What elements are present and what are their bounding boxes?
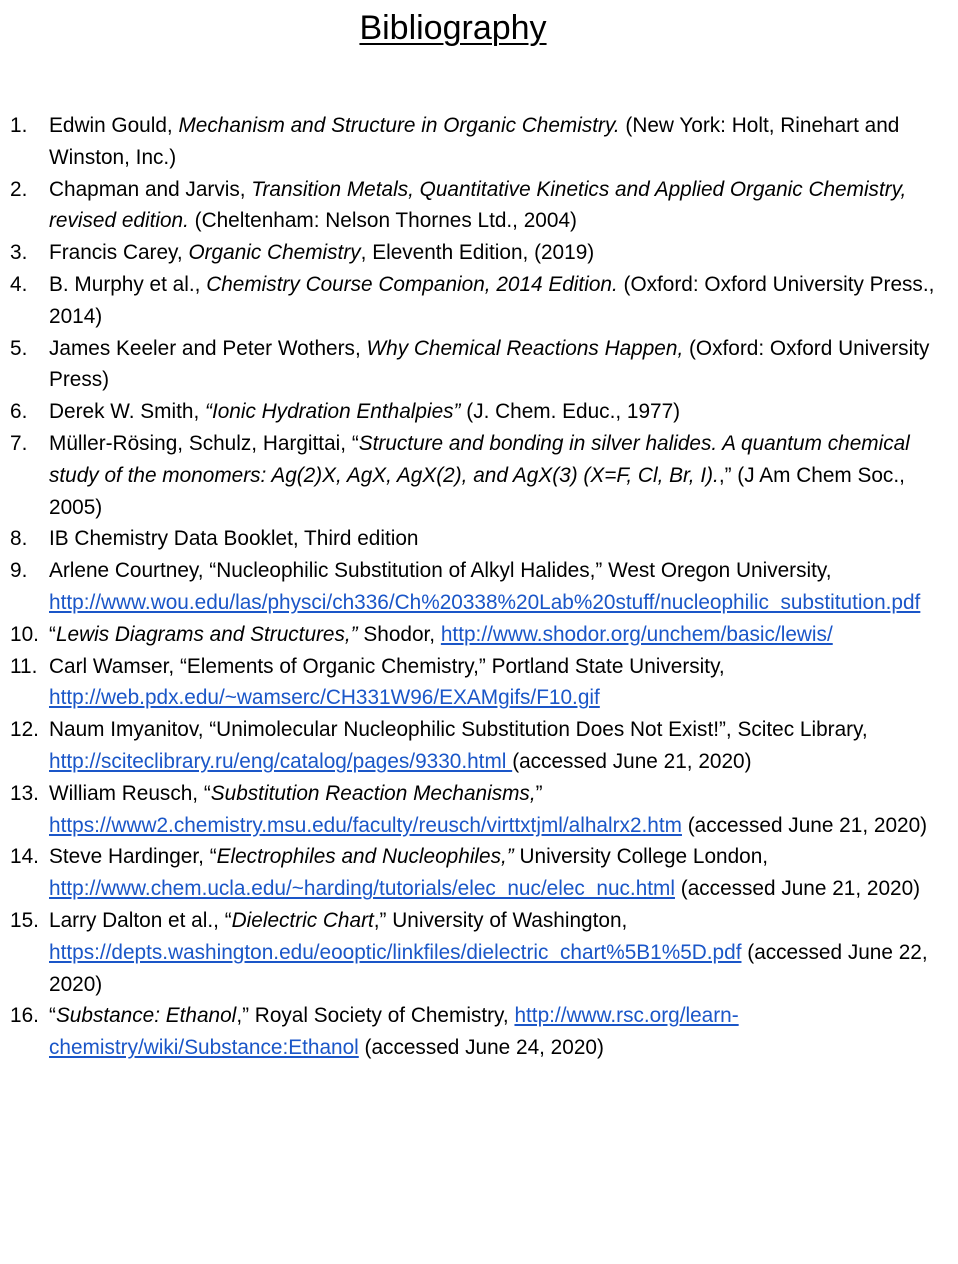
- reference-title: Organic Chemistry: [188, 241, 361, 265]
- reference-text: Shodor,: [357, 622, 441, 646]
- reference-item: [0, 841, 940, 905]
- reference-number: 3.: [10, 241, 28, 265]
- reference-item: [0, 619, 940, 651]
- reference-item: [0, 714, 940, 778]
- reference-text: ,” Royal Society of Chemistry,: [236, 1004, 515, 1028]
- reference-title: Lewis Diagrams and Structures,”: [55, 622, 358, 646]
- reference-number: 5.: [10, 336, 28, 360]
- reference-text: “: [49, 1004, 56, 1028]
- reference-text: Arlene Courtney, “Nucleophilic Substitution of Alkyl Halides,” West Oregon University,: [49, 559, 832, 583]
- reference-text: William Reusch, “: [49, 781, 211, 805]
- reference-item: [0, 555, 940, 619]
- reference-text: University College London,: [513, 845, 769, 869]
- reference-number: 6.: [10, 400, 28, 424]
- reference-title: Chemistry Course Companion, 2014 Edition.: [206, 272, 618, 296]
- reference-link[interactable]: http://sciteclibrary.ru/eng/catalog/pages/9330.html: [49, 749, 513, 773]
- reference-text: Carl Wamser, “Elements of Organic Chemistry,” Portland State University,: [49, 654, 725, 678]
- reference-number: 9.: [10, 559, 28, 583]
- reference-text: ,” (J Am Chem Soc., 2005): [49, 463, 905, 519]
- reference-text: ,” University of Washington,: [373, 908, 628, 932]
- reference-text: (Oxford: Oxford University Press., 2014): [49, 272, 935, 328]
- reference-link[interactable]: http://www.wou.edu/las/physci/ch336/Ch%20338%20Lab%20stuff/nucleophilic_substitution.pdf: [49, 590, 921, 614]
- reference-text: Naum Imyanitov, “Unimolecular Nucleophilic Substitution Does Not Exist!”, Scitec Library,: [49, 718, 868, 742]
- reference-text: Steve Hardinger, “: [49, 845, 217, 869]
- bibliography-list: [0, 110, 940, 1064]
- reference-title: Substance: Ethanol: [55, 1004, 237, 1028]
- reference-title: Transition Metals, Quantitative Kinetics and Applied Organic Chemistry, revised edition.: [49, 177, 907, 233]
- reference-title: Structure and bonding in silver halides. A quantum chemical study of the monomers: Ag(2)X, AgX, AgX(2), and AgX(3) (X=F, Cl, Br, I).: [49, 431, 910, 487]
- reference-number: 13.: [10, 781, 39, 805]
- reference-number: 7.: [10, 431, 28, 455]
- reference-text: , Eleventh Edition, (2019): [360, 241, 595, 265]
- reference-item: [0, 174, 940, 238]
- reference-text: B. Murphy et al.,: [49, 272, 207, 296]
- reference-number: 14.: [10, 845, 39, 869]
- reference-item: [0, 1000, 940, 1064]
- reference-text: (accessed June 21, 2020): [512, 749, 752, 773]
- reference-item: [0, 428, 940, 523]
- reference-link[interactable]: http://www.shodor.org/unchem/basic/lewis/: [440, 622, 833, 646]
- reference-title: “Ionic Hydration Enthalpies”: [205, 400, 461, 424]
- reference-link[interactable]: https://depts.washington.edu/eooptic/linkfiles/dielectric_chart%5B1%5D.pdf: [49, 940, 742, 964]
- reference-title: Electrophiles and Nucleophiles,”: [216, 845, 514, 869]
- reference-item: [0, 237, 940, 269]
- reference-text: (Oxford: Oxford University Press): [49, 336, 930, 392]
- reference-text: Larry Dalton et al., “: [49, 908, 232, 932]
- reference-title: Substitution Reaction Mechanisms,: [210, 781, 536, 805]
- page-title: Bibliography: [359, 9, 547, 47]
- reference-number: 16.: [10, 1004, 39, 1028]
- reference-text: (accessed June 21, 2020): [675, 877, 921, 901]
- reference-text: (New York: Holt, Rinehart and Winston, Inc.): [49, 114, 900, 169]
- reference-item: [0, 905, 940, 1000]
- reference-number: 2.: [10, 177, 28, 201]
- reference-text: ”: [535, 781, 543, 805]
- reference-link[interactable]: http://web.pdx.edu/~wamserc/CH331W96/EXAMgifs/F10.gif: [49, 686, 600, 710]
- reference-text: Edwin Gould,: [49, 114, 179, 137]
- reference-item: [0, 778, 940, 842]
- reference-text: “: [49, 622, 56, 646]
- reference-text: Derek W. Smith,: [49, 400, 206, 424]
- reference-item: [0, 651, 940, 715]
- reference-text: Müller-Rösing, Schulz, Hargittai, “: [49, 431, 359, 455]
- reference-link[interactable]: http://www.chem.ucla.edu/~harding/tutorials/elec_nuc/elec_nuc.html: [49, 877, 675, 901]
- reference-link[interactable]: https://www2.chemistry.msu.edu/faculty/reusch/virttxtjml/alhalrx2.htm: [49, 813, 682, 837]
- reference-item: [0, 396, 940, 428]
- reference-number: 11.: [10, 654, 38, 678]
- reference-title: Mechanism and Structure in Organic Chemistry.: [178, 114, 620, 137]
- reference-item: [0, 110, 940, 174]
- reference-text: Chapman and Jarvis,: [49, 177, 252, 201]
- reference-number: 10.: [10, 622, 39, 646]
- reference-link[interactable]: http://www.rsc.org/learn-chemistry/wiki/Substance:Ethanol: [49, 1004, 739, 1060]
- reference-item: [0, 333, 940, 397]
- reference-text: (J. Chem. Educ., 1977): [460, 400, 681, 424]
- reference-text: Francis Carey,: [49, 241, 189, 265]
- reference-item: [0, 269, 940, 333]
- reference-number: 1.: [10, 114, 28, 137]
- reference-item: [0, 523, 940, 555]
- reference-number: 8.: [10, 527, 28, 551]
- reference-number: 4.: [10, 272, 28, 296]
- reference-text: (accessed June 24, 2020): [358, 1036, 604, 1060]
- reference-text: James Keeler and Peter Wothers,: [49, 336, 367, 360]
- reference-title: Dielectric Chart: [231, 908, 374, 932]
- reference-text: (accessed June 21, 2020): [681, 813, 928, 837]
- reference-title: Why Chemical Reactions Happen,: [366, 336, 684, 360]
- reference-number: 15.: [10, 908, 39, 932]
- reference-text: IB Chemistry Data Booklet, Third edition: [49, 527, 419, 551]
- reference-number: 12.: [10, 718, 39, 742]
- reference-text: (Cheltenham: Nelson Thornes Ltd., 2004): [188, 209, 577, 233]
- reference-text: (accessed June 22, 2020): [49, 940, 928, 996]
